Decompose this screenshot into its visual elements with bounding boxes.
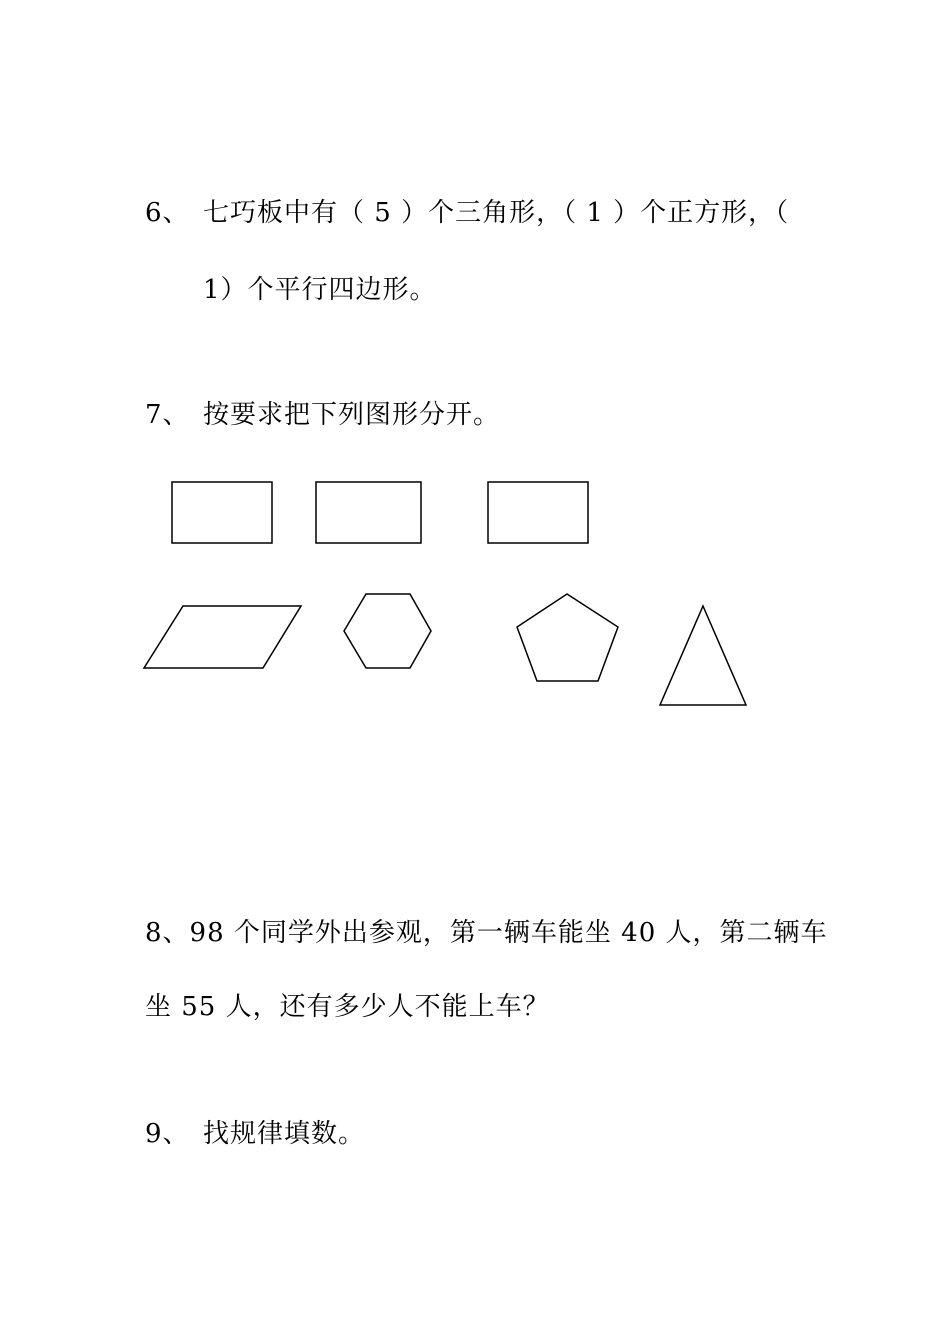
hexagon-shape xyxy=(344,594,431,668)
rectangle-shape-1 xyxy=(172,482,272,543)
question-6-line-2: 1）个平行四边形。 xyxy=(203,275,437,305)
question-7-number: 7、 xyxy=(145,400,190,430)
rectangle-shape-2 xyxy=(316,482,421,543)
question-9-text: 找规律填数。 xyxy=(203,1119,366,1149)
question-9-number: 9、 xyxy=(145,1119,190,1149)
rectangle-shape-3 xyxy=(488,482,588,543)
question-6-line-1: 七巧板中有（ 5 ）个三角形，（ 1 ）个正方形，（ xyxy=(203,198,790,228)
question-6-number: 6、 xyxy=(145,198,190,228)
triangle-shape xyxy=(660,606,746,705)
question-8-line-2: 坐 55 人，还有多少人不能上车？ xyxy=(145,992,550,1022)
question-8-line-1: 8、98 个同学外出参观，第一辆车能坐 40 人，第二辆车 xyxy=(145,918,828,948)
question-7-text: 按要求把下列图形分开。 xyxy=(203,400,501,430)
pentagon-shape xyxy=(517,594,618,681)
parallelogram-shape xyxy=(144,606,301,668)
